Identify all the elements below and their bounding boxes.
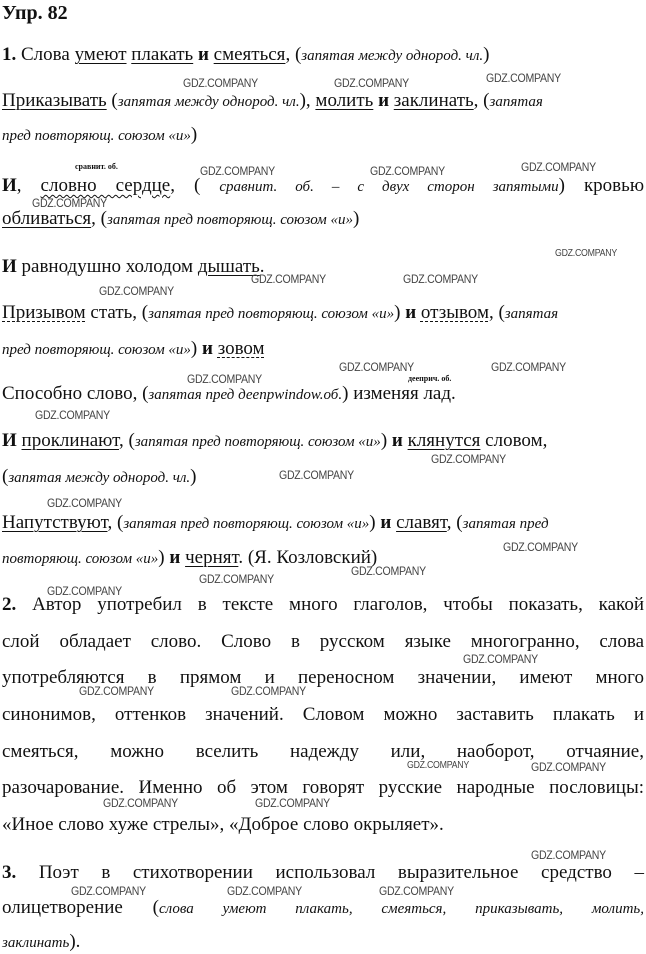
- predicate: смеяться: [213, 44, 286, 65]
- participle-phrase: изменяя лад: [353, 383, 452, 404]
- comment: запятая между однород. чл.: [8, 470, 191, 486]
- watermark: GDZ.COMPANY: [431, 452, 506, 466]
- text: (: [106, 90, 118, 111]
- watermark: GDZ.COMPANY: [486, 71, 561, 85]
- text: стать, (: [85, 302, 149, 323]
- task1-line10: [2, 430, 547, 453]
- task1-line8: [2, 338, 265, 361]
- predicate: обливаться: [2, 208, 92, 229]
- watermark: GDZ.COMPANY: [531, 848, 606, 862]
- conjunction: и: [380, 512, 392, 533]
- comment: запятая между однород. чл.: [117, 94, 300, 110]
- watermark: GDZ.COMPANY: [503, 540, 578, 554]
- text: , (: [446, 512, 463, 533]
- predicate: клянутся: [407, 430, 481, 451]
- predicate: дышать: [197, 256, 260, 277]
- predicate: плакать: [131, 44, 194, 65]
- predicate-nominal: зовом: [217, 338, 265, 359]
- watermark: GDZ.COMPANY: [555, 248, 617, 259]
- conjunction: И: [2, 175, 17, 196]
- task1-line6: [2, 256, 265, 278]
- predicate: проклинают: [21, 430, 119, 451]
- conjunction: и: [405, 302, 417, 323]
- task2-number: 2.: [2, 594, 17, 615]
- task3-line3: [2, 931, 80, 954]
- comment: запятая пред повторяющ. союзом «и»: [106, 212, 353, 228]
- comment: запятая пред повторяющ. союзом «и»: [148, 306, 395, 322]
- watermark: GDZ.COMPANY: [279, 468, 354, 482]
- comment: сравнит. об. – с двух сторон запятыми: [219, 179, 559, 195]
- conjunction: и: [378, 90, 390, 111]
- predicate-nominal: отзывом: [420, 302, 489, 323]
- comparison-phrase: словно сердце: [40, 175, 171, 196]
- predicate: чернят: [185, 547, 239, 568]
- task1-line13: [2, 547, 377, 570]
- watermark: GDZ.COMPANY: [334, 76, 409, 90]
- task1-line1: [2, 44, 489, 67]
- task2-line4: синонимов, оттенков значений. Словом можно заставить плакать и: [2, 704, 644, 725]
- text: ): [483, 44, 490, 65]
- watermark: GDZ.COMPANY: [255, 796, 330, 810]
- text: ),: [299, 90, 316, 111]
- comment: запятая пред деепрwindow.об.: [148, 387, 343, 403]
- watermark: GDZ.COMPANY: [99, 284, 174, 298]
- text: Способно слово, (: [2, 383, 149, 404]
- conjunction: и: [197, 44, 209, 65]
- watermark: GDZ.COMPANY: [370, 164, 445, 178]
- text: олицетворение (: [2, 897, 159, 918]
- watermark: GDZ.COMPANY: [403, 272, 478, 286]
- text: , (: [488, 302, 505, 323]
- watermark: GDZ.COMPANY: [32, 196, 107, 210]
- text: ): [342, 383, 354, 404]
- conjunction: и: [201, 338, 213, 359]
- task3-line1: [2, 862, 644, 884]
- watermark: GDZ.COMPANY: [200, 164, 275, 178]
- comment: пред повторяющ. союзом «и»: [2, 128, 191, 144]
- comment: слова умеют плакать, смеяться, приказывать, молить,: [158, 901, 644, 917]
- comment: повторяющ. союзом «и»: [2, 551, 159, 567]
- watermark: GDZ.COMPANY: [35, 408, 110, 422]
- comment: запятая пред повторяющ. союзом «и»: [123, 516, 370, 532]
- note-comparison: сравнит. об.: [75, 162, 118, 171]
- task1-line7: [2, 302, 558, 325]
- text: .: [451, 383, 456, 404]
- conjunction: И: [2, 430, 17, 451]
- comment: запятая: [489, 94, 543, 110]
- predicate: заклинать: [393, 90, 474, 111]
- text: , (: [473, 90, 490, 111]
- text: (: [2, 466, 9, 487]
- exercise-title: Упр. 82: [2, 2, 68, 24]
- watermark: GDZ.COMPANY: [531, 760, 606, 774]
- text: ): [394, 302, 406, 323]
- watermark: GDZ.COMPANY: [521, 160, 596, 174]
- text: , (: [119, 430, 135, 451]
- watermark: GDZ.COMPANY: [407, 760, 469, 771]
- watermark: GDZ.COMPANY: [47, 584, 122, 598]
- text: ,: [16, 175, 41, 196]
- comment: запятая пред повторяющ. союзом «и»: [134, 434, 381, 450]
- text: ) кровью: [558, 175, 645, 196]
- task1-line3: [2, 124, 197, 147]
- conjunction: и: [391, 430, 403, 451]
- watermark: GDZ.COMPANY: [79, 684, 154, 698]
- text: ): [369, 512, 381, 533]
- predicate: умеют: [74, 44, 127, 65]
- comment: запятая: [504, 306, 559, 322]
- task1-line11: [2, 466, 197, 489]
- text: ): [190, 338, 202, 359]
- text: , (: [91, 208, 107, 229]
- predicate: славят: [396, 512, 447, 533]
- text: ): [190, 466, 197, 487]
- task2-line7: «Иное слово хуже стрелы», «Доброе слово окрыляет».: [2, 814, 444, 835]
- watermark: GDZ.COMPANY: [199, 572, 274, 586]
- conjunction: И: [2, 256, 17, 277]
- task3-number: 3.: [2, 862, 17, 883]
- conjunction: и: [169, 547, 181, 568]
- watermark: GDZ.COMPANY: [251, 272, 326, 286]
- text: Автор употребил в тексте много глаголов, чтобы показать, какой: [16, 594, 644, 615]
- note-participle: дееприч. об.: [408, 374, 452, 383]
- task3-line2: [2, 897, 644, 920]
- task1-line5: [2, 208, 359, 231]
- text: Поэт в стихотворении использовал выразительное средство –: [16, 862, 644, 883]
- predicate-nominal: Призывом: [2, 302, 86, 323]
- watermark: GDZ.COMPANY: [227, 884, 302, 898]
- text: ): [380, 430, 392, 451]
- predicate: Приказывать: [2, 90, 107, 111]
- task1-line2: [2, 90, 543, 113]
- text: .: [259, 256, 265, 277]
- predicate: молить: [315, 90, 374, 111]
- text: , (: [285, 44, 302, 65]
- task1-line9: [2, 383, 456, 406]
- task1-number: 1.: [2, 44, 17, 65]
- text: словом,: [480, 430, 548, 451]
- comment: запятая пред: [462, 516, 549, 532]
- comment: заклинать: [2, 935, 70, 951]
- watermark: GDZ.COMPANY: [187, 372, 262, 386]
- watermark: GDZ.COMPANY: [103, 796, 178, 810]
- watermark: GDZ.COMPANY: [351, 564, 426, 578]
- text: , (: [107, 512, 124, 533]
- text: ).: [69, 931, 81, 952]
- watermark: GDZ.COMPANY: [463, 652, 538, 666]
- text: , (: [170, 175, 201, 196]
- task2-line3: употребляются в прямом и переносном значении, имеют много: [2, 667, 644, 688]
- text: Слова: [21, 44, 75, 65]
- text: ): [158, 547, 170, 568]
- task2-line2: слой обладает слово. Слово в русском языке многогранно, слова: [2, 631, 644, 652]
- predicate: Напутствуют: [2, 512, 108, 533]
- watermark: GDZ.COMPANY: [379, 884, 454, 898]
- comment: запятая между однород. чл.: [301, 48, 484, 64]
- watermark: GDZ.COMPANY: [339, 360, 414, 374]
- watermark: GDZ.COMPANY: [183, 76, 258, 90]
- text: равнодушно холодом: [16, 256, 198, 277]
- task2-line6: разочарование. Именно об этом говорят русские народные пословицы:: [2, 777, 644, 798]
- watermark: GDZ.COMPANY: [47, 496, 122, 510]
- task1-line12: [2, 512, 549, 535]
- task1-line4: [2, 175, 644, 198]
- comment: пред повторяющ. союзом «и»: [2, 342, 191, 358]
- watermark: GDZ.COMPANY: [71, 884, 146, 898]
- text: ): [190, 124, 198, 145]
- text: . (Я. Козловский): [238, 547, 378, 568]
- watermark: GDZ.COMPANY: [491, 360, 566, 374]
- text: ): [352, 208, 360, 229]
- task2-line5: смеяться, можно вселить надежду или, наоборот, отчаяние,: [2, 741, 644, 762]
- watermark: GDZ.COMPANY: [231, 684, 306, 698]
